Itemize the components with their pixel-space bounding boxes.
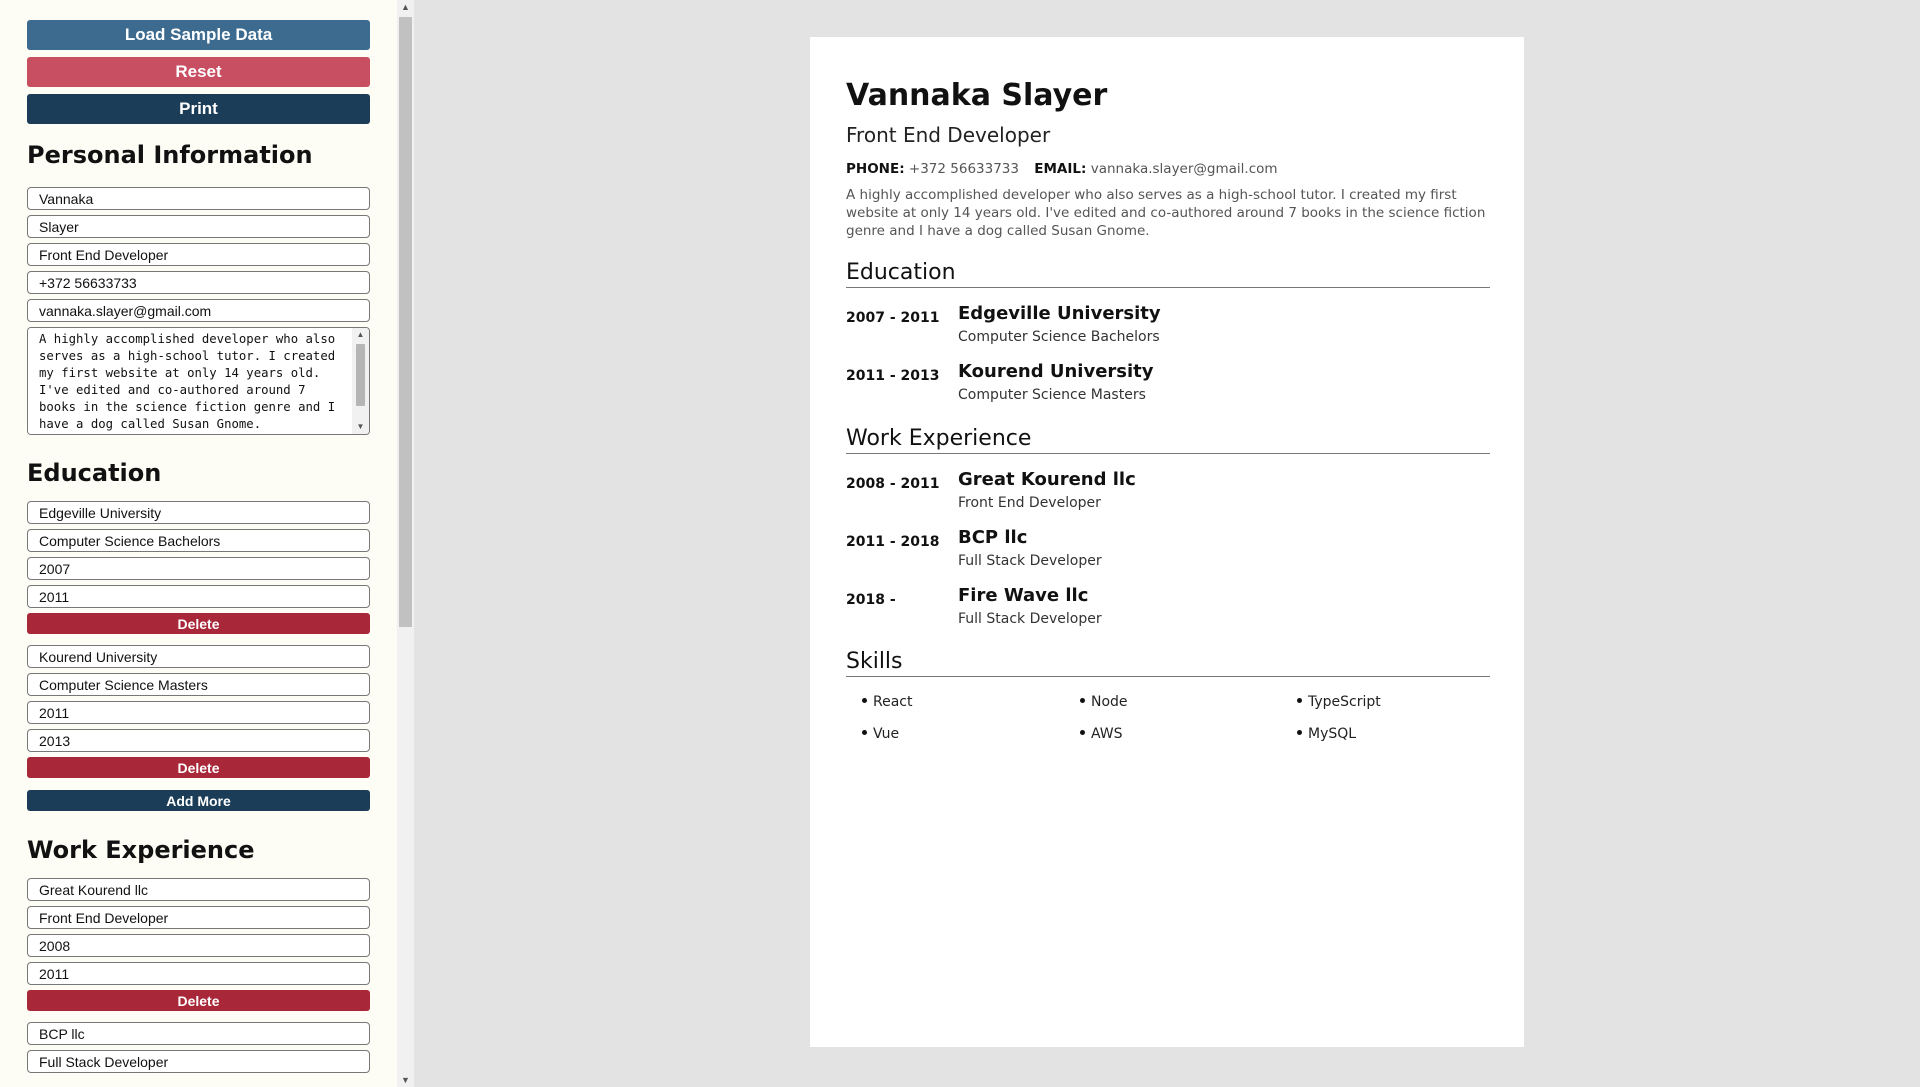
resume-skills-heading: Skills — [846, 649, 1490, 677]
delete-education-button[interactable]: Delete — [27, 613, 370, 634]
work-position: Front End Developer — [958, 495, 1101, 511]
school-input[interactable] — [27, 501, 370, 524]
resume-preview — [810, 37, 1524, 1047]
skill-item — [862, 694, 912, 710]
print-button[interactable]: Print — [27, 94, 370, 124]
skill-label: MySQL — [1308, 726, 1357, 742]
education-to-input[interactable] — [27, 729, 370, 752]
add-education-button[interactable]: Add More — [27, 790, 370, 811]
description-textarea[interactable] — [28, 328, 348, 434]
work-dates: 2018 - — [846, 592, 896, 608]
education-dates: 2011 - 2013 — [846, 368, 940, 384]
education-school: Kourend University — [958, 361, 1154, 382]
work-dates: 2011 - 2018 — [846, 534, 940, 550]
work-dates: 2008 - 2011 — [846, 476, 940, 492]
description-textarea-wrapper — [27, 327, 370, 435]
email-value: vannaka.slayer@gmail.com — [1090, 161, 1278, 177]
work-experience-heading: Work Experience — [27, 836, 255, 864]
editor-form — [27, 20, 370, 1078]
work-company: BCP llc — [958, 527, 1028, 548]
work-from-input[interactable] — [27, 934, 370, 957]
education-heading: Education — [27, 459, 162, 487]
education-degree: Computer Science Bachelors — [958, 329, 1160, 345]
work-position: Full Stack Developer — [958, 611, 1102, 627]
textarea-scroll-thumb[interactable] — [356, 344, 365, 406]
bullet-icon — [1080, 730, 1085, 735]
bullet-icon — [862, 730, 867, 735]
education-dates: 2007 - 2011 — [846, 310, 940, 326]
email-input[interactable] — [27, 299, 370, 322]
skill-item — [1080, 694, 1128, 710]
editor-sidebar — [0, 0, 397, 1087]
skill-label: React — [873, 694, 913, 710]
skill-label: TypeScript — [1308, 694, 1381, 710]
window-scroll-down-icon[interactable]: ▼ — [401, 1075, 410, 1085]
skill-label: AWS — [1091, 726, 1123, 742]
email-label: EMAIL: — [1034, 161, 1087, 177]
phone-label: PHONE: — [846, 161, 905, 177]
textarea-scrollbar[interactable] — [352, 328, 369, 434]
window-scroll-up-icon[interactable]: ▲ — [401, 2, 410, 12]
position-input[interactable] — [27, 906, 370, 929]
skill-item — [1297, 726, 1356, 742]
education-from-input[interactable] — [27, 557, 370, 580]
resume-description: A highly accomplished developer who also serves as a high-school tutor. I created my first website at only 14 years old. I've edited and co-authored around 7 books in the science fiction genre and I have a dog called Susan Gnome. — [846, 187, 1486, 239]
phone-input[interactable] — [27, 271, 370, 294]
resume-education-heading: Education — [846, 260, 1490, 288]
education-school: Edgeville University — [958, 303, 1161, 324]
resume-job-title: Front End Developer — [846, 123, 1051, 147]
education-from-input[interactable] — [27, 701, 370, 724]
scroll-up-arrow-icon[interactable]: ▲ — [356, 330, 365, 339]
resume-work-heading: Work Experience — [846, 426, 1490, 454]
resume-name: Vannaka Slayer — [846, 78, 1108, 113]
work-company: Fire Wave llc — [958, 585, 1089, 606]
phone-value: +372 56633733 — [908, 161, 1019, 177]
skill-item — [1080, 726, 1123, 742]
reset-button[interactable]: Reset — [27, 57, 370, 87]
scroll-down-arrow-icon[interactable]: ▼ — [356, 422, 365, 431]
skill-item — [862, 726, 899, 742]
degree-input[interactable] — [27, 673, 370, 696]
personal-info-heading: Personal Information — [27, 141, 313, 169]
window-scroll-thumb[interactable] — [399, 17, 412, 627]
position-input[interactable] — [27, 1050, 370, 1073]
work-company: Great Kourend llc — [958, 469, 1136, 490]
bullet-icon — [1297, 698, 1302, 703]
skill-label: Vue — [873, 726, 900, 742]
skill-item — [1297, 694, 1381, 710]
bullet-icon — [1080, 698, 1085, 703]
last-name-input[interactable] — [27, 215, 370, 238]
skill-label: Node — [1091, 694, 1128, 710]
education-degree: Computer Science Masters — [958, 387, 1146, 403]
company-input[interactable] — [27, 878, 370, 901]
company-input[interactable] — [27, 1022, 370, 1045]
bullet-icon — [862, 698, 867, 703]
delete-work-button[interactable]: Delete — [27, 990, 370, 1011]
bullet-icon — [1297, 730, 1302, 735]
education-to-input[interactable] — [27, 585, 370, 608]
degree-input[interactable] — [27, 529, 370, 552]
first-name-input[interactable] — [27, 187, 370, 210]
resume-contact-line — [846, 161, 1278, 177]
work-to-input[interactable] — [27, 962, 370, 985]
window-scrollbar[interactable] — [397, 0, 414, 1087]
work-position: Full Stack Developer — [958, 553, 1102, 569]
delete-education-button[interactable]: Delete — [27, 757, 370, 778]
load-sample-data-button[interactable]: Load Sample Data — [27, 20, 370, 50]
job-title-input[interactable] — [27, 243, 370, 266]
school-input[interactable] — [27, 645, 370, 668]
